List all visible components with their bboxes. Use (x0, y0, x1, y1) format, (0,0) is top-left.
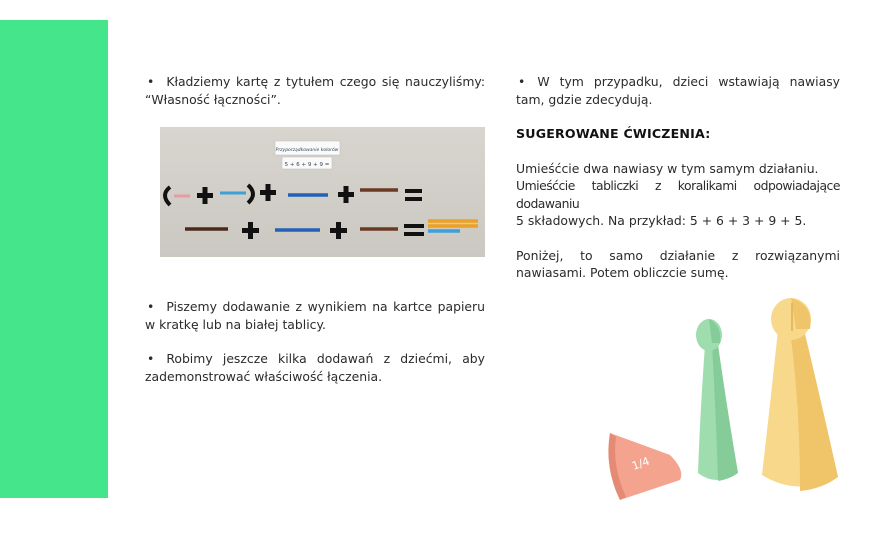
right-paragraph-2 (516, 160, 840, 230)
green-cone-pawn (696, 319, 738, 481)
green-side-bar (0, 20, 108, 498)
right-paragraph-2-line-1: Umieśćcie dwa nawiasy w tym samym działaniu. (516, 160, 819, 176)
right-column (516, 73, 840, 282)
right-paragraph-2-line-3: 5 składowych. Na przykład: 5 + 6 + 3 + 9 + 5. (516, 213, 807, 228)
right-paragraph-3: Poniżej, to samo działanie z rozwiązanymi nawiasami. Potem obliczcie sumę. (516, 247, 840, 280)
left-paragraph-3: • Robimy jeszcze kilka dodawań z dziećmi, aby zademonstrować właściwość łączenia. (145, 350, 485, 385)
yellow-cone-pawn (762, 298, 838, 491)
left-paragraph-1: • Kładziemy kartę z tytułem czego się nauczyliśmy: “Własność łączności”. (145, 73, 485, 108)
plus-sign-1 (197, 187, 213, 204)
plus-sign-3 (338, 186, 354, 203)
fraction-label: 1/4 (630, 454, 652, 473)
plus-sign-5 (330, 222, 347, 239)
fraction-wedge-piece (608, 433, 681, 500)
equals-sign-2 (404, 224, 424, 236)
right-paragraph-1: • W tym przypadku, dzieci wstawiają nawiasy tam, gdzie zdecydują. (516, 73, 840, 108)
right-paragraph-2-line-2: Umieśćcie tabliczki z koralikami odpowiadające dodawaniu (516, 178, 840, 211)
equals-sign-1 (405, 189, 422, 201)
plus-sign-4 (242, 222, 259, 239)
card-equation: 5 + 6 + 9 + 9 = (284, 162, 330, 168)
decorative-illustration (600, 295, 845, 509)
bead-bars-photo (160, 127, 485, 257)
plus-sign-2 (260, 184, 276, 201)
left-paragraph-2: • Piszemy dodawanie z wynikiem na kartce papieru w kratkę lub na białej tablicy. (145, 298, 485, 333)
bead-bars-ten (428, 221, 478, 231)
card-title: Przyporządkowanie kolorów (275, 148, 339, 153)
exercises-heading: SUGEROWANE ĆWICZENIA: (516, 126, 711, 141)
